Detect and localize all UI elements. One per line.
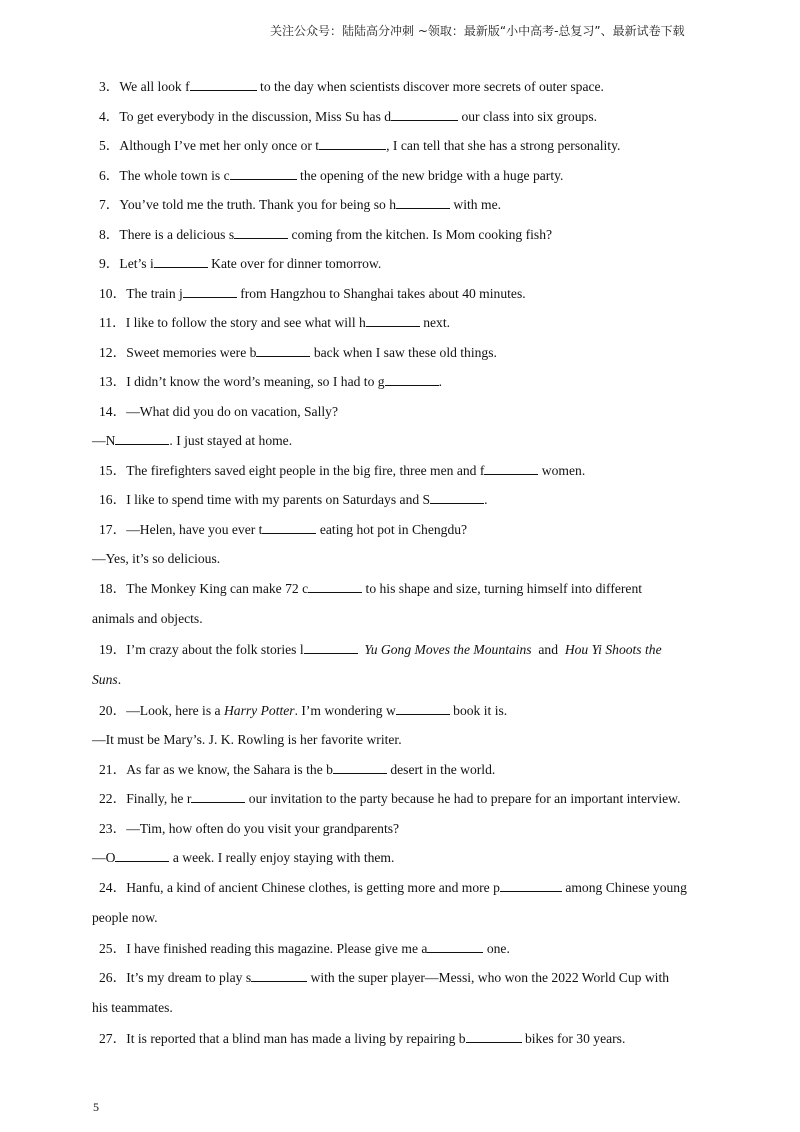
question-text: coming from the kitchen. Is Mom cooking fish? bbox=[288, 226, 553, 242]
question-text: —Helen, have you ever t bbox=[126, 521, 263, 537]
book-title: Harry Potter bbox=[223, 702, 295, 718]
page-number: 5 bbox=[93, 1100, 99, 1114]
question-23 bbox=[92, 818, 712, 848]
question-5 bbox=[92, 135, 712, 165]
answer-blank[interactable] bbox=[391, 109, 458, 121]
question-26 bbox=[92, 967, 712, 997]
question-26-continued bbox=[92, 997, 712, 1028]
question-number: 8． bbox=[99, 226, 120, 242]
question-text: women. bbox=[538, 462, 586, 478]
question-16 bbox=[92, 489, 712, 519]
question-text: our invitation to the party because he had to prepare for an important interview. bbox=[245, 791, 681, 806]
question-text: We all look f bbox=[119, 79, 190, 94]
question-3 bbox=[92, 76, 712, 106]
question-text: and bbox=[534, 641, 562, 657]
question-text: bikes for 30 years. bbox=[521, 1031, 626, 1046]
question-number: 22． bbox=[99, 791, 127, 806]
question-text: eating hot pot in Chengdu? bbox=[316, 521, 468, 537]
question-number: 5． bbox=[99, 138, 120, 153]
question-text: The firefighters saved eight people in the big fire, three men and f bbox=[126, 462, 485, 478]
question-text: —What did you do on vacation, Sally? bbox=[126, 403, 338, 419]
question-text: back when I saw these old things. bbox=[310, 344, 497, 360]
answer-blank[interactable] bbox=[234, 227, 288, 239]
question-14-reply bbox=[92, 430, 712, 460]
question-text: Hanfu, a kind of ancient Chinese clothes, is getting more and more p bbox=[126, 879, 500, 895]
question-14 bbox=[92, 401, 712, 431]
question-text: . bbox=[117, 671, 122, 687]
answer-blank[interactable] bbox=[484, 463, 538, 475]
question-text: with the super player—Messi, who won the 2022 World Cup with bbox=[307, 970, 670, 985]
question-text: —O bbox=[92, 850, 116, 865]
question-text: Finally, he r bbox=[126, 791, 192, 806]
question-text: among Chinese young bbox=[561, 879, 687, 895]
question-text: Kate over for dinner tomorrow. bbox=[207, 256, 382, 271]
question-number: 13． bbox=[99, 374, 127, 389]
question-19-continued bbox=[92, 669, 712, 700]
question-text: to his shape and size, turning himself into different bbox=[362, 580, 643, 596]
question-number: 7． bbox=[99, 197, 120, 212]
question-18 bbox=[92, 578, 712, 608]
answer-blank[interactable] bbox=[230, 168, 297, 180]
question-25 bbox=[92, 938, 712, 968]
question-text: As far as we know, the Sahara is the b bbox=[126, 761, 333, 777]
question-text: to the day when scientists discover more secrets of outer space. bbox=[256, 79, 604, 94]
answer-blank[interactable] bbox=[427, 941, 483, 953]
question-text: It’s my dream to play s bbox=[126, 970, 252, 985]
question-number: 15． bbox=[99, 462, 127, 478]
question-text: . I’m wondering w bbox=[294, 702, 396, 718]
question-text: one. bbox=[483, 940, 510, 956]
question-12 bbox=[92, 342, 712, 372]
answer-blank[interactable] bbox=[333, 762, 387, 774]
question-number: 19． bbox=[99, 641, 127, 657]
answer-blank[interactable] bbox=[466, 1031, 522, 1043]
question-text: the opening of the new bridge with a huge party. bbox=[296, 167, 564, 183]
exercise-list bbox=[92, 76, 712, 1058]
book-title: Suns bbox=[92, 671, 118, 687]
question-number: 12． bbox=[99, 344, 127, 360]
question-number: 6． bbox=[99, 167, 120, 183]
answer-blank[interactable] bbox=[500, 880, 562, 892]
question-text: I like to spend time with my parents on Saturdays and S bbox=[126, 492, 431, 507]
question-text: —Yes, it’s so delicious. bbox=[92, 551, 221, 566]
question-text: I have finished reading this magazine. Please give me a bbox=[126, 940, 428, 956]
answer-blank[interactable] bbox=[396, 703, 450, 715]
question-text: The whole town is c bbox=[119, 167, 230, 183]
question-text: You’ve told me the truth. Thank you for being so h bbox=[119, 197, 397, 212]
question-text: a week. I really enjoy staying with them. bbox=[169, 850, 395, 865]
question-text: There is a delicious s bbox=[119, 226, 235, 242]
question-number: 25． bbox=[99, 940, 127, 956]
question-number: 21． bbox=[99, 761, 127, 777]
book-title: Hou Yi Shoots the bbox=[564, 641, 662, 657]
question-text: I like to follow the story and see what will h bbox=[125, 315, 366, 330]
question-17-reply bbox=[92, 548, 712, 578]
question-text: To get everybody in the discussion, Miss Su has d bbox=[119, 108, 392, 124]
question-number: 3． bbox=[99, 79, 120, 94]
question-text: —It must be Mary’s. J. K. Rowling is her favorite writer. bbox=[92, 732, 402, 747]
question-text: with me. bbox=[450, 197, 502, 212]
question-text: our class into six groups. bbox=[458, 108, 598, 124]
answer-blank[interactable] bbox=[183, 286, 237, 298]
question-8 bbox=[92, 224, 712, 254]
question-text: Let’s i bbox=[119, 256, 154, 271]
question-text: —Look, here is a bbox=[126, 702, 224, 718]
answer-blank[interactable] bbox=[262, 522, 316, 534]
question-27 bbox=[92, 1028, 712, 1058]
answer-blank[interactable] bbox=[190, 79, 257, 91]
question-text: people now. bbox=[92, 909, 158, 925]
answer-blank[interactable] bbox=[366, 315, 420, 327]
question-13 bbox=[92, 371, 712, 401]
question-text: his teammates. bbox=[92, 1000, 173, 1015]
question-text: from Hangzhou to Shanghai takes about 40 minutes. bbox=[236, 285, 526, 301]
answer-blank[interactable] bbox=[308, 581, 362, 593]
question-text: I didn’t know the word’s meaning, so I had to g bbox=[126, 374, 385, 389]
question-22 bbox=[92, 788, 712, 818]
question-number: 24． bbox=[99, 879, 127, 895]
question-text: . bbox=[438, 374, 442, 389]
question-4 bbox=[92, 106, 712, 136]
page-header: 关注公众号：陆陆高分冲刺 ~领取：最新版“小中高考-总复习”、最新试卷下载 bbox=[270, 24, 685, 38]
question-text: animals and objects. bbox=[92, 610, 203, 626]
answer-blank[interactable] bbox=[115, 433, 169, 445]
question-18-continued bbox=[92, 608, 712, 639]
question-21 bbox=[92, 759, 712, 789]
question-20-reply bbox=[92, 729, 712, 759]
question-9 bbox=[92, 253, 712, 283]
answer-blank[interactable] bbox=[115, 850, 169, 862]
question-text: , I can tell that she has a strong personality. bbox=[386, 138, 621, 153]
question-text: desert in the world. bbox=[386, 761, 496, 777]
answer-blank[interactable] bbox=[319, 138, 386, 150]
answer-blank[interactable] bbox=[304, 642, 358, 654]
question-number: 10． bbox=[99, 285, 127, 301]
question-20 bbox=[92, 700, 712, 730]
answer-blank[interactable] bbox=[385, 374, 439, 386]
question-text: The Monkey King can make 72 c bbox=[126, 580, 309, 596]
book-title: Yu Gong Moves the Mountains bbox=[364, 641, 532, 657]
question-text: Sweet memories were b bbox=[126, 344, 257, 360]
question-11 bbox=[92, 312, 712, 342]
answer-blank[interactable] bbox=[430, 492, 484, 504]
question-number: 9． bbox=[99, 256, 120, 271]
question-text: . bbox=[484, 492, 488, 507]
question-24-continued bbox=[92, 907, 712, 938]
question-number: 20． bbox=[99, 702, 127, 718]
question-number: 14． bbox=[99, 403, 127, 419]
question-text: The train j bbox=[126, 285, 183, 301]
answer-blank[interactable] bbox=[191, 791, 245, 803]
question-text: I’m crazy about the folk stories l bbox=[126, 641, 304, 657]
question-number: 17． bbox=[99, 521, 127, 537]
question-10 bbox=[92, 283, 712, 313]
question-19 bbox=[92, 639, 712, 669]
question-number: 18． bbox=[99, 580, 127, 596]
question-number: 16． bbox=[99, 492, 127, 507]
question-number: 23． bbox=[99, 820, 127, 836]
question-text: —N bbox=[92, 433, 116, 448]
question-number: 26． bbox=[99, 970, 127, 985]
question-number: 27． bbox=[99, 1031, 127, 1046]
question-15 bbox=[92, 460, 712, 490]
answer-blank[interactable] bbox=[154, 256, 208, 268]
answer-blank[interactable] bbox=[251, 970, 307, 982]
question-23-reply bbox=[92, 847, 712, 877]
question-17 bbox=[92, 519, 712, 549]
question-7 bbox=[92, 194, 712, 224]
question-number: 4． bbox=[99, 108, 120, 124]
question-text: next. bbox=[419, 315, 450, 330]
question-24 bbox=[92, 877, 712, 907]
question-text: It is reported that a blind man has made a living by repairing b bbox=[126, 1031, 466, 1046]
question-text: . I just stayed at home. bbox=[169, 433, 293, 448]
question-text: book it is. bbox=[449, 702, 508, 718]
answer-blank[interactable] bbox=[396, 197, 450, 209]
question-text: —Tim, how often do you visit your grandparents? bbox=[126, 820, 400, 836]
answer-blank[interactable] bbox=[256, 345, 310, 357]
question-text: Although I’ve met her only once or t bbox=[119, 138, 320, 153]
question-6 bbox=[92, 165, 712, 195]
question-number: 11． bbox=[99, 315, 126, 330]
